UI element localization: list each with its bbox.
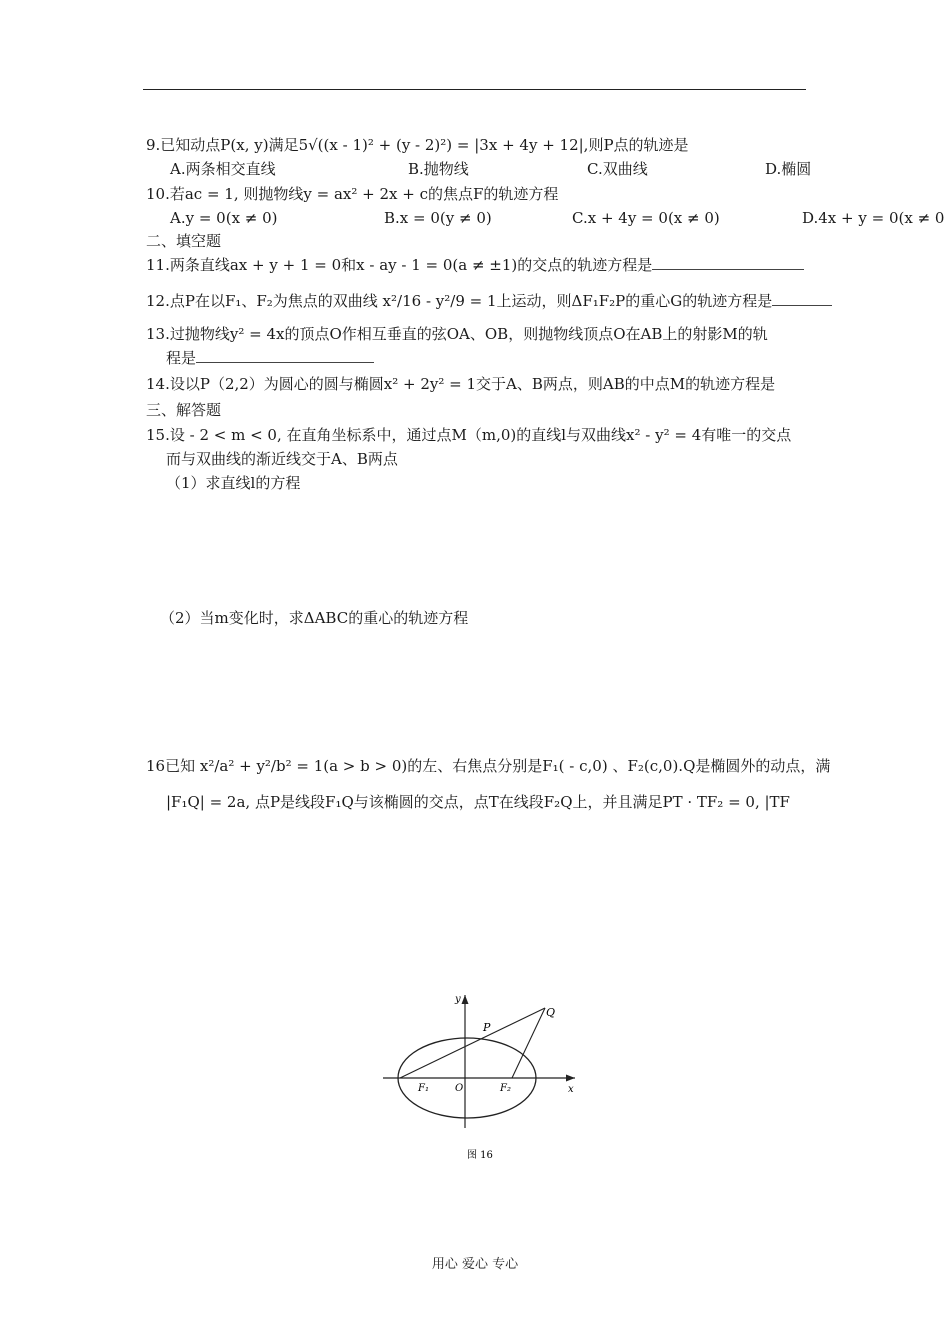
y-axis-arrow xyxy=(462,995,469,1004)
figure-caption: 图 16 xyxy=(467,1150,493,1161)
label-y: y xyxy=(455,994,461,1005)
label-x: x xyxy=(568,1084,574,1095)
section-fill-in: 二、填空题 xyxy=(146,232,222,250)
label-q: Q xyxy=(546,1006,556,1019)
question-15-line-2: 而与双曲线的渐近线交于A、B两点 xyxy=(166,450,398,468)
label-o: O xyxy=(455,1083,464,1094)
q10-option-b: B.x = 0(y ≠ 0) xyxy=(384,209,492,227)
question-11-text: 11.两条直线ax + y + 1 = 0和x - ay - 1 = 0(a ≠ ±1)的交点的轨迹方程是 xyxy=(146,256,653,274)
question-15-part-2: （2）当m变化时，求ΔABC的重心的轨迹方程 xyxy=(160,609,469,627)
question-10: 10.若ac = 1, 则抛物线y = ax² + 2x + c的焦点F的轨迹方程 xyxy=(146,185,559,203)
question-16-line-2: |F₁Q| = 2a, 点P是线段F₁Q与该椭圆的交点，点T在线段F₂Q上，并且满足PT · TF₂ = 0, |TF xyxy=(166,793,790,811)
question-9: 9.已知动点P(x, y)满足5√((x - 1)² + (y - 2)²) = |3x + 4y + 12|,则P点的轨迹是 xyxy=(146,136,689,154)
q9-option-a: A.两条相交直线 xyxy=(170,160,276,178)
q9-option-c: C.双曲线 xyxy=(587,160,648,178)
q10-option-a: A.y = 0(x ≠ 0) xyxy=(170,209,278,227)
label-f1: F₁ xyxy=(418,1083,429,1094)
label-p: P xyxy=(483,1021,491,1034)
label-f2: F₂ xyxy=(500,1083,511,1094)
q9-option-b: B.抛物线 xyxy=(408,160,469,178)
section-solutions: 三、解答题 xyxy=(146,401,222,419)
q10-option-d: D.4x + y = 0(x ≠ 0 xyxy=(802,209,945,227)
q10-option-c: C.x + 4y = 0(x ≠ 0) xyxy=(572,209,720,227)
question-13-text: 程是 xyxy=(166,349,197,367)
question-12-text: 12.点P在以F₁、F₂为焦点的双曲线 x²/16 - y²/9 = 1上运动，则ΔF₁F₂P的重心G的轨迹方程是 xyxy=(146,292,773,310)
question-16-line-1: 16已知 x²/a² + y²/b² = 1(a > b > 0)的左、右焦点分别是F₁( - c,0) 、F₂(c,0).Q是椭圆外的动点，满 xyxy=(146,757,831,775)
segment-f2-q xyxy=(512,1008,545,1078)
page-footer: 用心 爱心 专心 xyxy=(431,1257,519,1272)
question-15-part-1: （1）求直线l的方程 xyxy=(166,474,301,492)
question-15-line-1: 15.设 - 2 < m < 0, 在直角坐标系中，通过点M（m,0)的直线l与双曲线x² - y² = 4有唯一的交点 xyxy=(146,426,792,444)
question-14: 14.设以P（2,2）为圆心的圆与椭圆x² + 2y² = 1交于A、B两点，则AB的中点M的轨迹方程是 xyxy=(146,375,776,393)
segment-f1-q xyxy=(400,1008,545,1078)
question-13-line-1: 13.过抛物线y² = 4x的顶点O作相互垂直的弦OA、OB，则抛物线顶点O在AB上的射影M的轨 xyxy=(146,325,768,343)
x-axis-arrow xyxy=(566,1075,575,1082)
q9-option-d: D.椭圆 xyxy=(765,160,812,178)
